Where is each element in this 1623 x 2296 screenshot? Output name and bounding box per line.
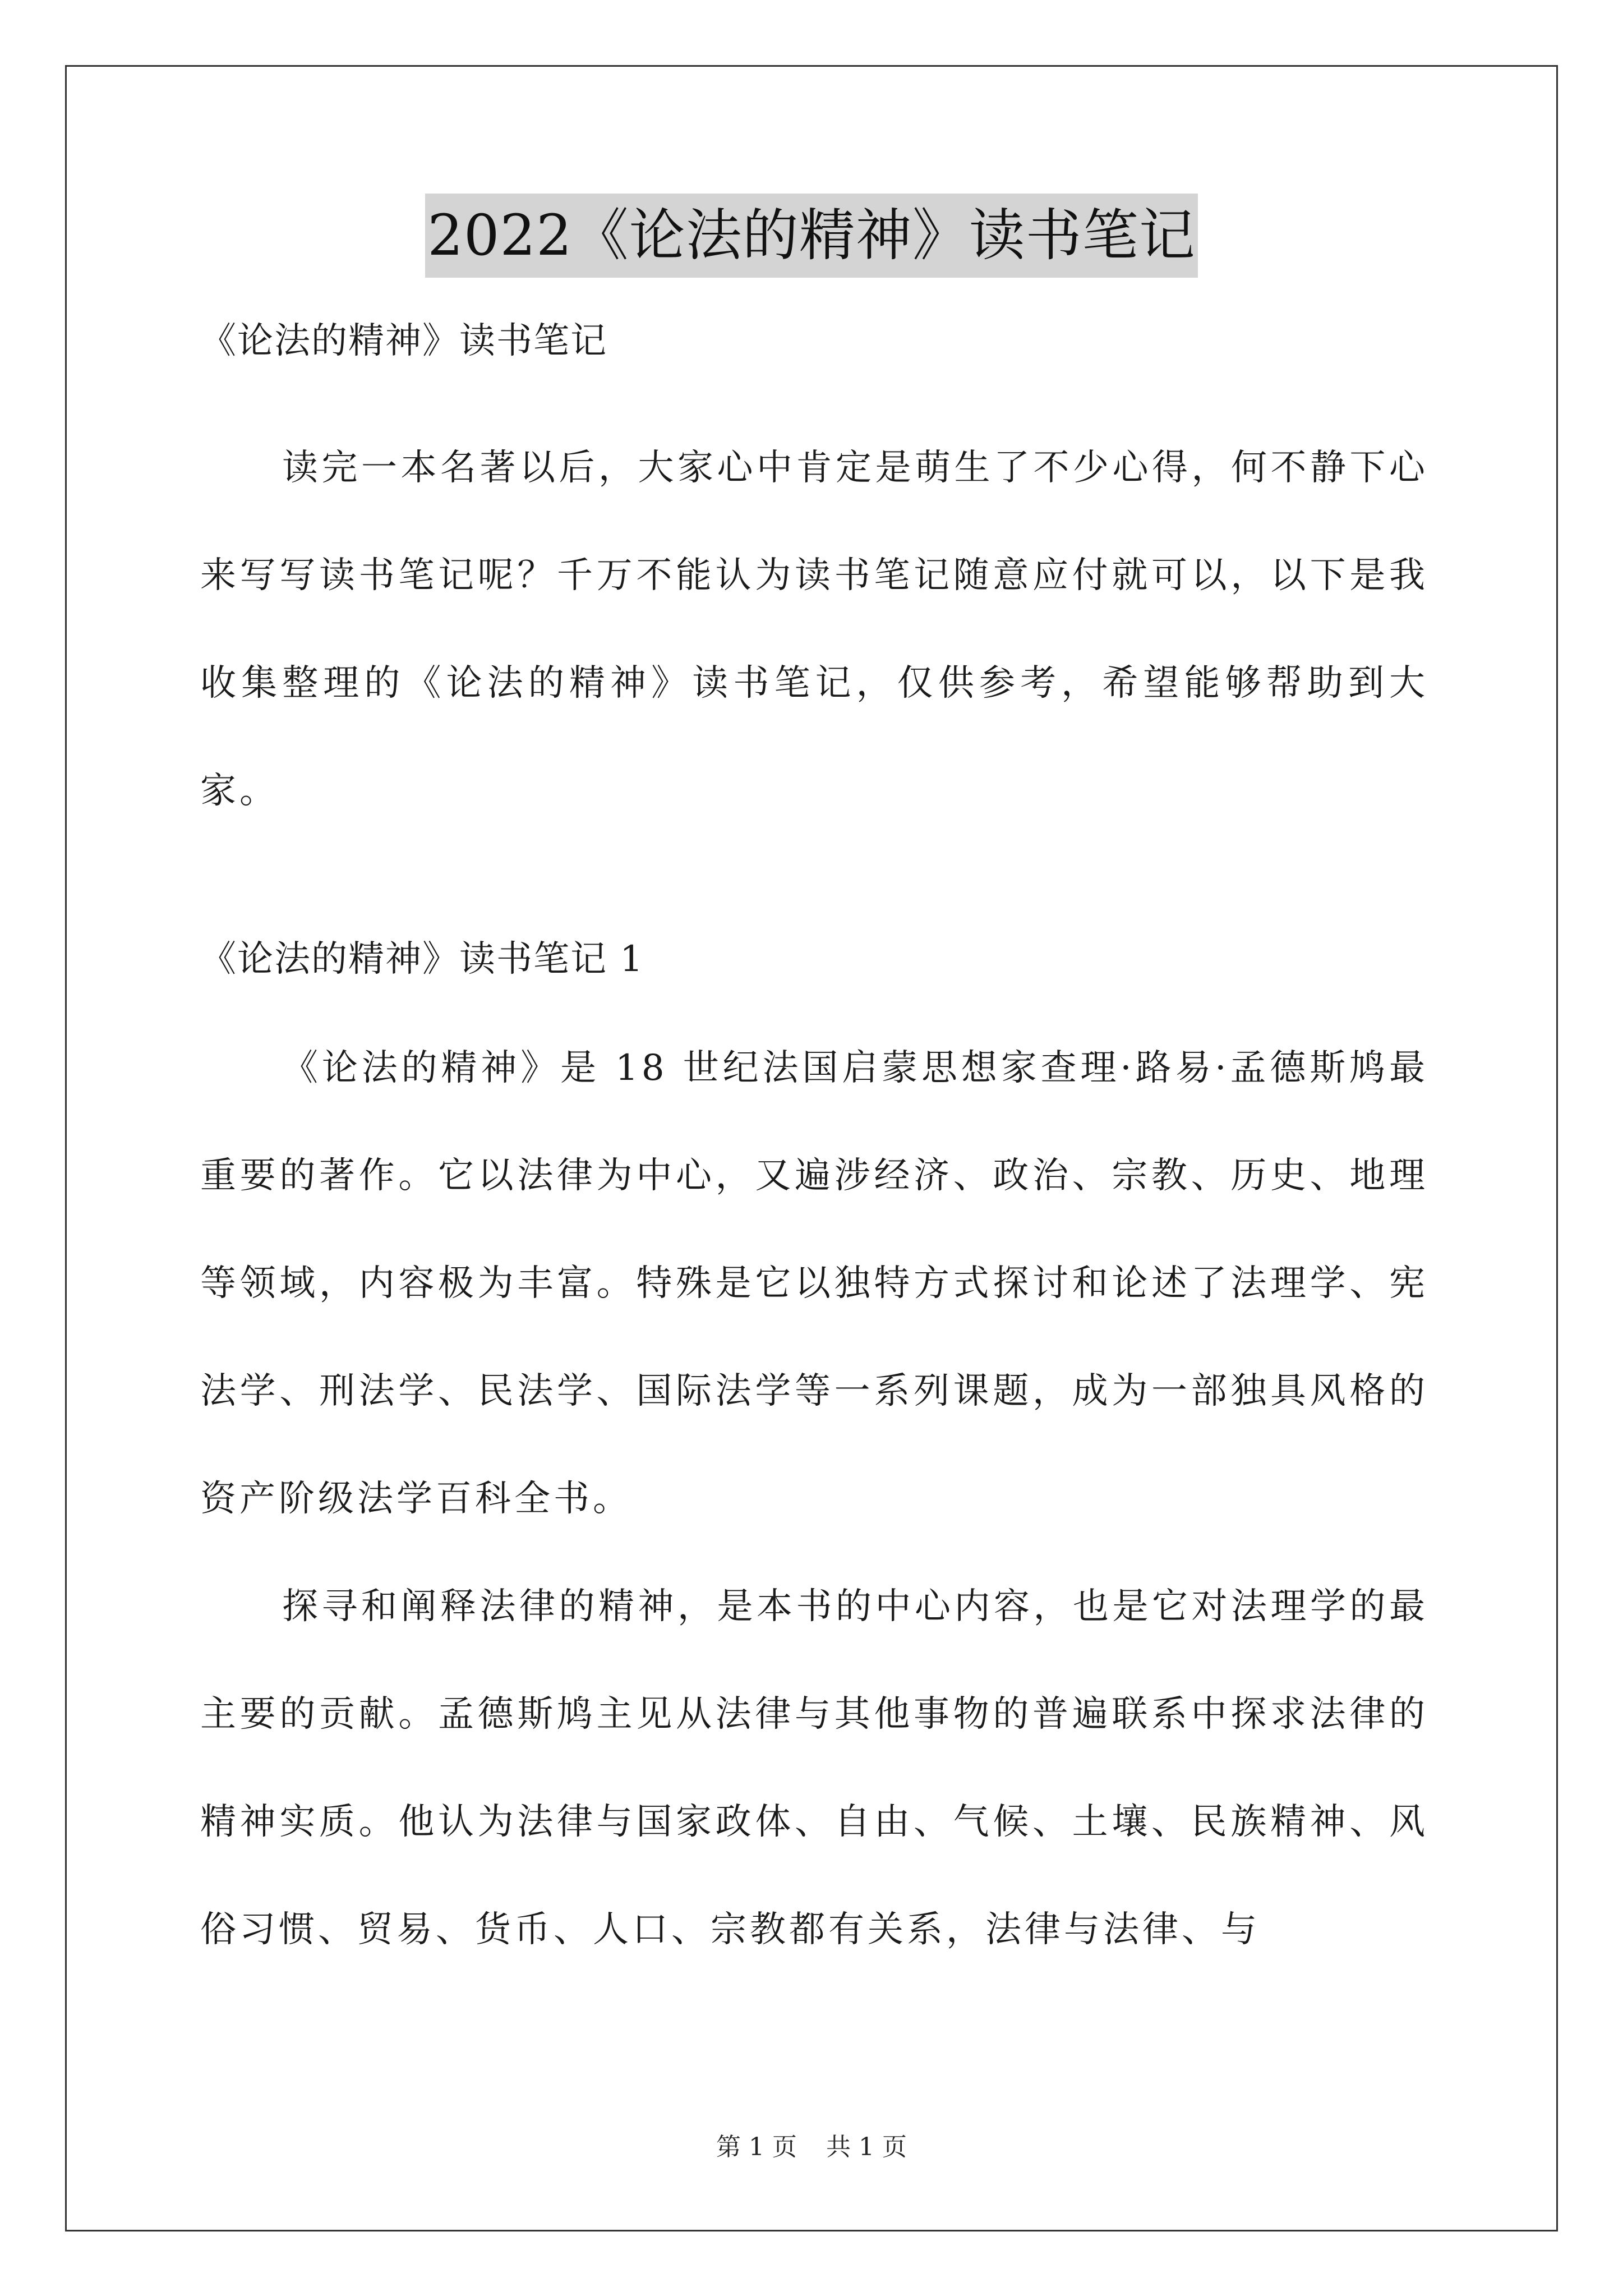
page-number-current: 第 1 页 [716,2133,797,2161]
intro-heading: 《论法的精神》读书笔记 [200,320,607,362]
body-paragraph: 探寻和阐释法律的精神，是本书的中心内容，也是它对法理学的最主要的贡献。孟德斯鸠主见从法律与其他事物的普遍联系中探求法律的精神实质。他认为法律与国家政体、自由、气候、土壤、民族精神、风俗习惯、贸易、货币、人口、宗教都有关系，法律与法律、与 [200,1586,1428,1950]
page-number-total: 共 1 页 [826,2133,907,2161]
intro-paragraph: 读完一本名著以后，大家心中肯定是萌生了不少心得，何不静下心来写写读书笔记呢？千万不能认为读书笔记随意应付就可以，以下是我收集整理的《论法的精神》读书笔记，仅供参考，希望能够帮助到大家。 [200,447,1428,812]
section-heading: 《论法的精神》读书笔记 1 [200,938,644,980]
document-body [200,314,1428,1984]
page-footer [0,2131,1623,2164]
document-title: 2022《论法的精神》读书笔记 [425,194,1198,278]
title-container [0,194,1623,278]
body-paragraph: 《论法的精神》是 18 世纪法国启蒙思想家查理·路易·孟德斯鸠最重要的著作。它以法律为中心，又遍涉经济、政治、宗教、历史、地理等领域，内容极为丰富。特殊是它以独特方式探讨和论述了法理学、宪法学、刑法学、民法学、国际法学等一系列课题，成为一部独具风格的资产阶级法学百科全书。 [200,1047,1428,1520]
